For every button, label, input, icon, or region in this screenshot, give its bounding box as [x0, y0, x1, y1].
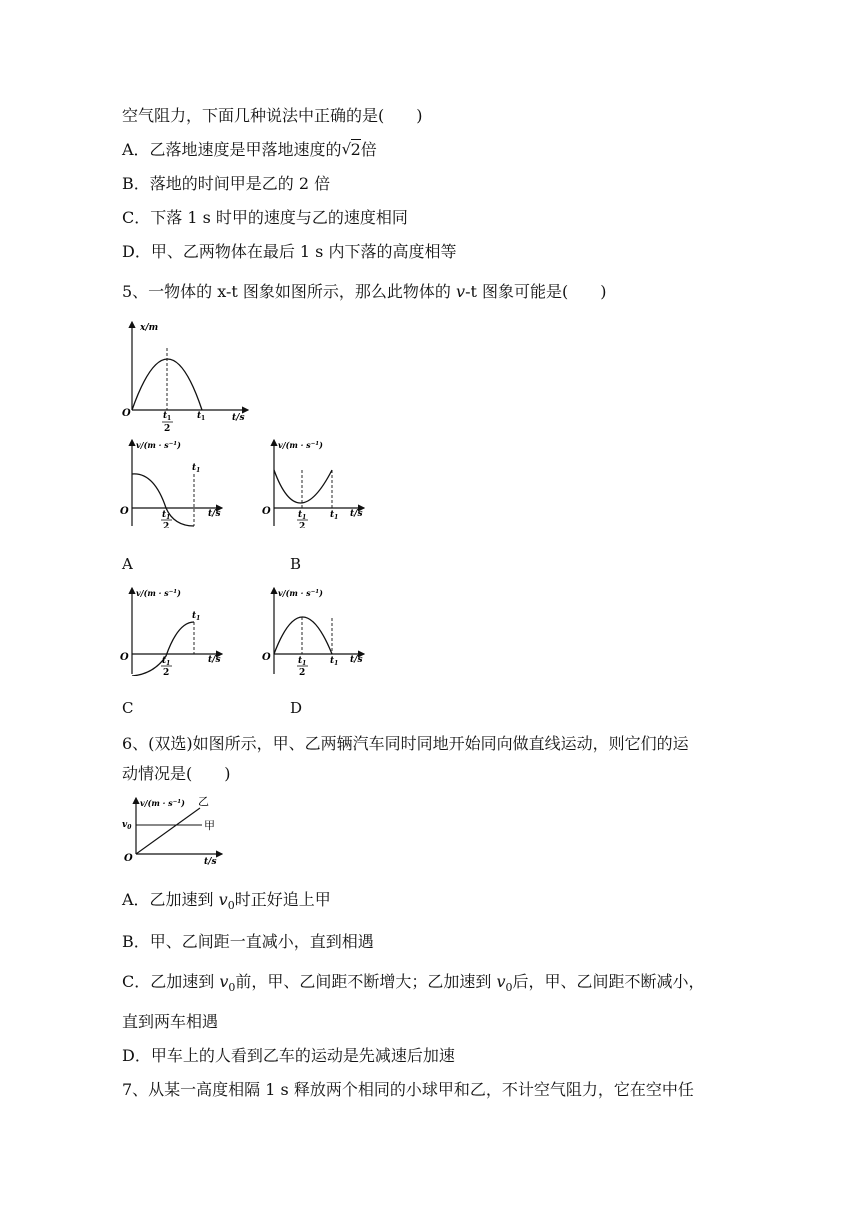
- vt-graph-a: [120, 436, 230, 528]
- q6-option-c-line2: 直到两车相遇: [122, 1012, 219, 1031]
- vt-curve-b: [274, 470, 332, 503]
- vt-y-axis-label-a: $v/(m \cdot s^{-1})$: [136, 440, 181, 450]
- q6-label-jia: 甲: [204, 819, 215, 832]
- q6-origin: O: [124, 853, 133, 864]
- vt-graph-c: [120, 584, 230, 676]
- q4-option-d: D．甲、乙两物体在最后 1 s 内下落的高度相等: [122, 242, 457, 261]
- svg-text:t: t: [163, 411, 168, 421]
- vt-origin-a: O: [120, 506, 129, 517]
- xt-graph: [120, 318, 260, 436]
- vt-tick-den-d: 2: [299, 668, 306, 676]
- vt-tick-den-a: 2: [163, 522, 170, 528]
- q6-v0-label: $v_0$: [122, 820, 132, 831]
- vt-tick-end-a: $t_1$: [192, 463, 201, 474]
- xt-x-axis-label: t/s: [232, 413, 245, 423]
- vt-tick-half-b: $t_1$: [298, 510, 307, 521]
- vt-origin-d: O: [262, 652, 271, 663]
- vt-x-axis-label-c: t/s: [208, 655, 221, 665]
- q6-stem-line2: 动情况是( ): [122, 764, 231, 783]
- q6-vt-graph: [118, 794, 228, 870]
- q6-stem-line1: 6、(双选)如图所示，甲、乙两辆汽车同时同地开始同向做直线运动，则它们的运: [122, 734, 689, 753]
- q6-option-c-line1: C．乙加速到 $v_0$前，甲、乙间距不断增大；乙加速到 $v_0$后，甲、乙间距不断减小，: [122, 972, 705, 995]
- svg-text:t: t: [197, 411, 202, 421]
- svg-text:2: 2: [164, 424, 171, 434]
- q5-stem: 5、一物体的 x-t 图象如图所示，那么此物体的 v-t 图象可能是( ): [122, 282, 607, 301]
- option-label-c: C: [122, 699, 134, 717]
- vt-tick-den-c: 2: [163, 668, 170, 676]
- vt-graph-d: [262, 584, 372, 676]
- vt-graph-b: [262, 436, 372, 528]
- line-yi: [136, 808, 200, 854]
- option-label-b: B: [290, 555, 302, 573]
- q4-option-c: C．下落 1 s 时甲的速度与乙的速度相同: [122, 208, 408, 227]
- vt-y-axis-label-b: $v/(m \cdot s^{-1})$: [278, 440, 323, 450]
- vt-tick-end-d: $t_1$: [330, 656, 339, 667]
- q6-option-a: A．乙加速到 $v_0$时正好追上甲: [122, 890, 331, 913]
- q6-y-axis-label: $v/(m \cdot s^{-1})$: [140, 798, 185, 808]
- vt-tick-half-d: $t_1$: [298, 656, 307, 667]
- option-label-a: A: [122, 555, 133, 573]
- vt-x-axis-label-b: t/s: [350, 509, 363, 519]
- vt-y-axis-label-c: $v/(m \cdot s^{-1})$: [136, 588, 181, 598]
- vt-x-axis-label-d: t/s: [350, 655, 363, 665]
- vt-x-axis-label-a: t/s: [208, 509, 221, 519]
- vt-tick-half-c: $t_1$: [162, 656, 171, 667]
- q4-stem-tail: 空气阻力，下面几种说法中正确的是( ): [122, 106, 423, 125]
- vt-y-axis-label-d: $v/(m \cdot s^{-1})$: [278, 588, 323, 598]
- q6-label-yi: 乙: [198, 795, 209, 808]
- q4-option-a: A．乙落地速度是甲落地速度的√ 2倍: [122, 140, 377, 160]
- q7-stem-line1: 7、从某一高度相隔 1 s 释放两个相同的小球甲和乙，不计空气阻力，它在空中任: [122, 1080, 694, 1099]
- vt-origin-b: O: [262, 506, 271, 517]
- q4-option-b: B．落地的时间甲是乙的 2 倍: [122, 174, 331, 193]
- option-label-d: D: [290, 699, 303, 717]
- svg-text:1: 1: [201, 415, 206, 422]
- vt-tick-end-c: $t_1$: [192, 611, 201, 622]
- svg-text:1: 1: [167, 415, 172, 422]
- q6-option-d: D．甲车上的人看到乙车的运动是先减速后加速: [122, 1046, 455, 1065]
- xt-y-axis-label: x/m: [140, 323, 159, 333]
- q6-x-axis-label: t/s: [204, 857, 217, 867]
- vt-curve-d: [274, 617, 332, 654]
- vt-tick-den-b: 2: [299, 522, 306, 528]
- vt-tick-end-b: $t_1$: [330, 510, 339, 521]
- sqrt-sign: √ 2: [342, 140, 361, 160]
- vt-origin-c: O: [120, 652, 129, 663]
- vt-tick-half-a: $t_1$: [162, 510, 171, 521]
- q6-option-b: B．甲、乙间距一直减小，直到相遇: [122, 932, 374, 951]
- xt-origin: O: [122, 408, 131, 419]
